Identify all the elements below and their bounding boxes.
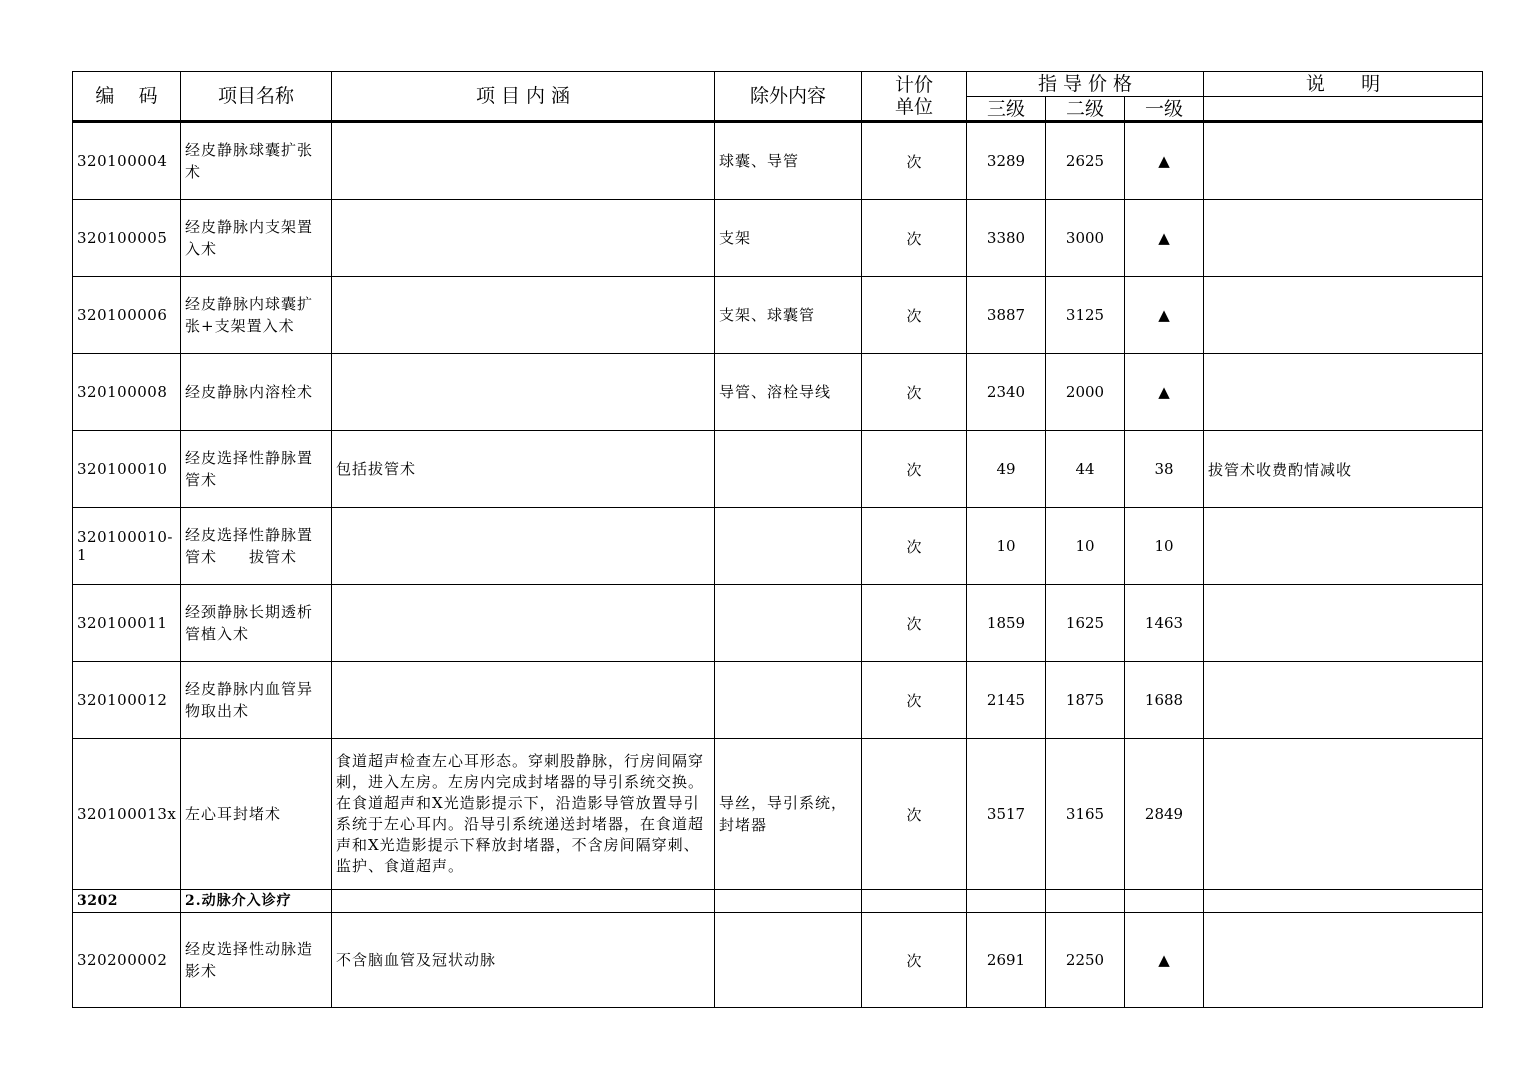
cell-content: 包括拔管术: [332, 431, 715, 508]
cell-unit: 次: [862, 431, 967, 508]
header-level1: 一级: [1125, 97, 1204, 122]
table-row: [73, 739, 1483, 890]
cell-excluded: [715, 913, 862, 1008]
category-empty-p3: [967, 890, 1046, 913]
cell-excluded: 支架、球囊管: [715, 277, 862, 354]
cell-unit: 次: [862, 277, 967, 354]
category-empty-excluded: [715, 890, 862, 913]
header-excluded: 除外内容: [715, 72, 862, 122]
cell-price-level3: 3380: [967, 200, 1046, 277]
cell-code: 320100006: [73, 277, 181, 354]
cell-price-level3: 2145: [967, 662, 1046, 739]
category-code: 3202: [73, 890, 181, 913]
cell-content: [332, 508, 715, 585]
header-level3: 三级: [967, 97, 1046, 122]
header-note-sub: [1204, 97, 1483, 122]
cell-excluded: 导管、溶栓导线: [715, 354, 862, 431]
cell-name: 左心耳封堵术: [181, 739, 332, 890]
cell-note: [1204, 122, 1483, 200]
cell-excluded: [715, 585, 862, 662]
cell-price-level2: 2625: [1046, 122, 1125, 200]
cell-price-level1: 10: [1125, 508, 1204, 585]
table-row: [73, 200, 1483, 277]
table-row: [73, 277, 1483, 354]
cell-price-level1: 2849: [1125, 739, 1204, 890]
cell-content: [332, 662, 715, 739]
table-row: [73, 508, 1483, 585]
cell-code: 320100012: [73, 662, 181, 739]
cell-note: [1204, 739, 1483, 890]
cell-unit: 次: [862, 122, 967, 200]
cell-note: [1204, 508, 1483, 585]
cell-name: 经颈静脉长期透析管植入术: [181, 585, 332, 662]
cell-price-level3: 1859: [967, 585, 1046, 662]
header-unit-line2: 单位: [894, 96, 933, 118]
cell-name: 经皮静脉内球囊扩张+支架置入术: [181, 277, 332, 354]
cell-note: [1204, 277, 1483, 354]
cell-price-level3: 3289: [967, 122, 1046, 200]
category-empty-content: [332, 890, 715, 913]
cell-price-level2: 2000: [1046, 354, 1125, 431]
cell-unit: 次: [862, 508, 967, 585]
cell-price-level1: ▲: [1125, 200, 1204, 277]
cell-note: [1204, 585, 1483, 662]
table-row: [73, 122, 1483, 200]
cell-content: 不含脑血管及冠状动脉: [332, 913, 715, 1008]
header-level2: 二级: [1046, 97, 1125, 122]
cell-price-level2: 10: [1046, 508, 1125, 585]
cell-price-level1: ▲: [1125, 122, 1204, 200]
header-content: 项 目 内 涵: [332, 72, 715, 122]
table-row: [73, 354, 1483, 431]
category-empty-p1: [1125, 890, 1204, 913]
cell-content: [332, 277, 715, 354]
cell-code: 320100005: [73, 200, 181, 277]
cell-price-level2: 3000: [1046, 200, 1125, 277]
cell-excluded: 球囊、导管: [715, 122, 862, 200]
cell-content: 食道超声检查左心耳形态。穿刺股静脉，行房间隔穿刺，进入左房。左房内完成封堵器的导引系统交换。在食道超声和X光造影提示下，沿造影导管放置导引系统于左心耳内。沿导引系统递送封堵器，在食道超声和X光造影提示下释放封堵器，不含房间隔穿刺、监护、食道超声。: [332, 739, 715, 890]
cell-price-level3: 3517: [967, 739, 1046, 890]
cell-code: 320100013x: [73, 739, 181, 890]
cell-unit: 次: [862, 585, 967, 662]
cell-code: 320100004: [73, 122, 181, 200]
cell-name: 经皮选择性静脉置管术 拔管术: [181, 508, 332, 585]
cell-name: 经皮静脉内支架置入术: [181, 200, 332, 277]
cell-code: 320100008: [73, 354, 181, 431]
cell-code: 320100010: [73, 431, 181, 508]
cell-content: [332, 122, 715, 200]
header-code: 编 码: [73, 72, 181, 122]
cell-price-level3: 10: [967, 508, 1046, 585]
cell-price-level2: 3165: [1046, 739, 1125, 890]
table-row: [73, 913, 1483, 1008]
header-row: [73, 72, 1483, 97]
cell-price-level3: 3887: [967, 277, 1046, 354]
cell-name: 经皮静脉内溶栓术: [181, 354, 332, 431]
cell-price-level2: 1625: [1046, 585, 1125, 662]
header-unit-line1: 计价: [894, 74, 933, 96]
category-name: 2.动脉介入诊疗: [181, 890, 332, 913]
cell-excluded: [715, 508, 862, 585]
cell-price-level1: ▲: [1125, 913, 1204, 1008]
cell-unit: 次: [862, 200, 967, 277]
cell-note: [1204, 354, 1483, 431]
cell-note: [1204, 913, 1483, 1008]
cell-unit: 次: [862, 913, 967, 1008]
cell-name: 经皮静脉球囊扩张术: [181, 122, 332, 200]
category-empty-unit: [862, 890, 967, 913]
cell-name: 经皮静脉内血管异物取出术: [181, 662, 332, 739]
cell-excluded: 支架: [715, 200, 862, 277]
category-empty-p2: [1046, 890, 1125, 913]
cell-excluded: [715, 662, 862, 739]
table-row: [73, 431, 1483, 508]
cell-price-level3: 49: [967, 431, 1046, 508]
table-row: [73, 585, 1483, 662]
cell-price-level1: 1688: [1125, 662, 1204, 739]
category-empty-note: [1204, 890, 1483, 913]
table-row: [73, 662, 1483, 739]
price-table: [72, 71, 1483, 1008]
cell-note: [1204, 200, 1483, 277]
cell-code: 320200002: [73, 913, 181, 1008]
cell-name: 经皮选择性静脉置管术: [181, 431, 332, 508]
cell-content: [332, 354, 715, 431]
cell-code: 320100011: [73, 585, 181, 662]
header-name: 项目名称: [181, 72, 332, 122]
category-row: [73, 890, 1483, 913]
cell-name: 经皮选择性动脉造影术: [181, 913, 332, 1008]
header-note: 说 明: [1204, 72, 1483, 97]
cell-price-level1: 38: [1125, 431, 1204, 508]
cell-excluded: 导丝，导引系统，封堵器: [715, 739, 862, 890]
cell-unit: 次: [862, 739, 967, 890]
header-price-group: 指 导 价 格: [967, 72, 1204, 97]
cell-price-level2: 2250: [1046, 913, 1125, 1008]
cell-price-level1: 1463: [1125, 585, 1204, 662]
cell-unit: 次: [862, 662, 967, 739]
cell-excluded: [715, 431, 862, 508]
cell-code: 320100010-1: [73, 508, 181, 585]
cell-price-level3: 2340: [967, 354, 1046, 431]
cell-content: [332, 200, 715, 277]
cell-unit: 次: [862, 354, 967, 431]
cell-price-level3: 2691: [967, 913, 1046, 1008]
cell-note: [1204, 662, 1483, 739]
cell-content: [332, 585, 715, 662]
cell-price-level1: ▲: [1125, 354, 1204, 431]
cell-note: 拔管术收费酌情减收: [1204, 431, 1483, 508]
header-unit: [862, 72, 967, 122]
cell-price-level2: 44: [1046, 431, 1125, 508]
cell-price-level2: 1875: [1046, 662, 1125, 739]
cell-price-level2: 3125: [1046, 277, 1125, 354]
cell-price-level1: ▲: [1125, 277, 1204, 354]
